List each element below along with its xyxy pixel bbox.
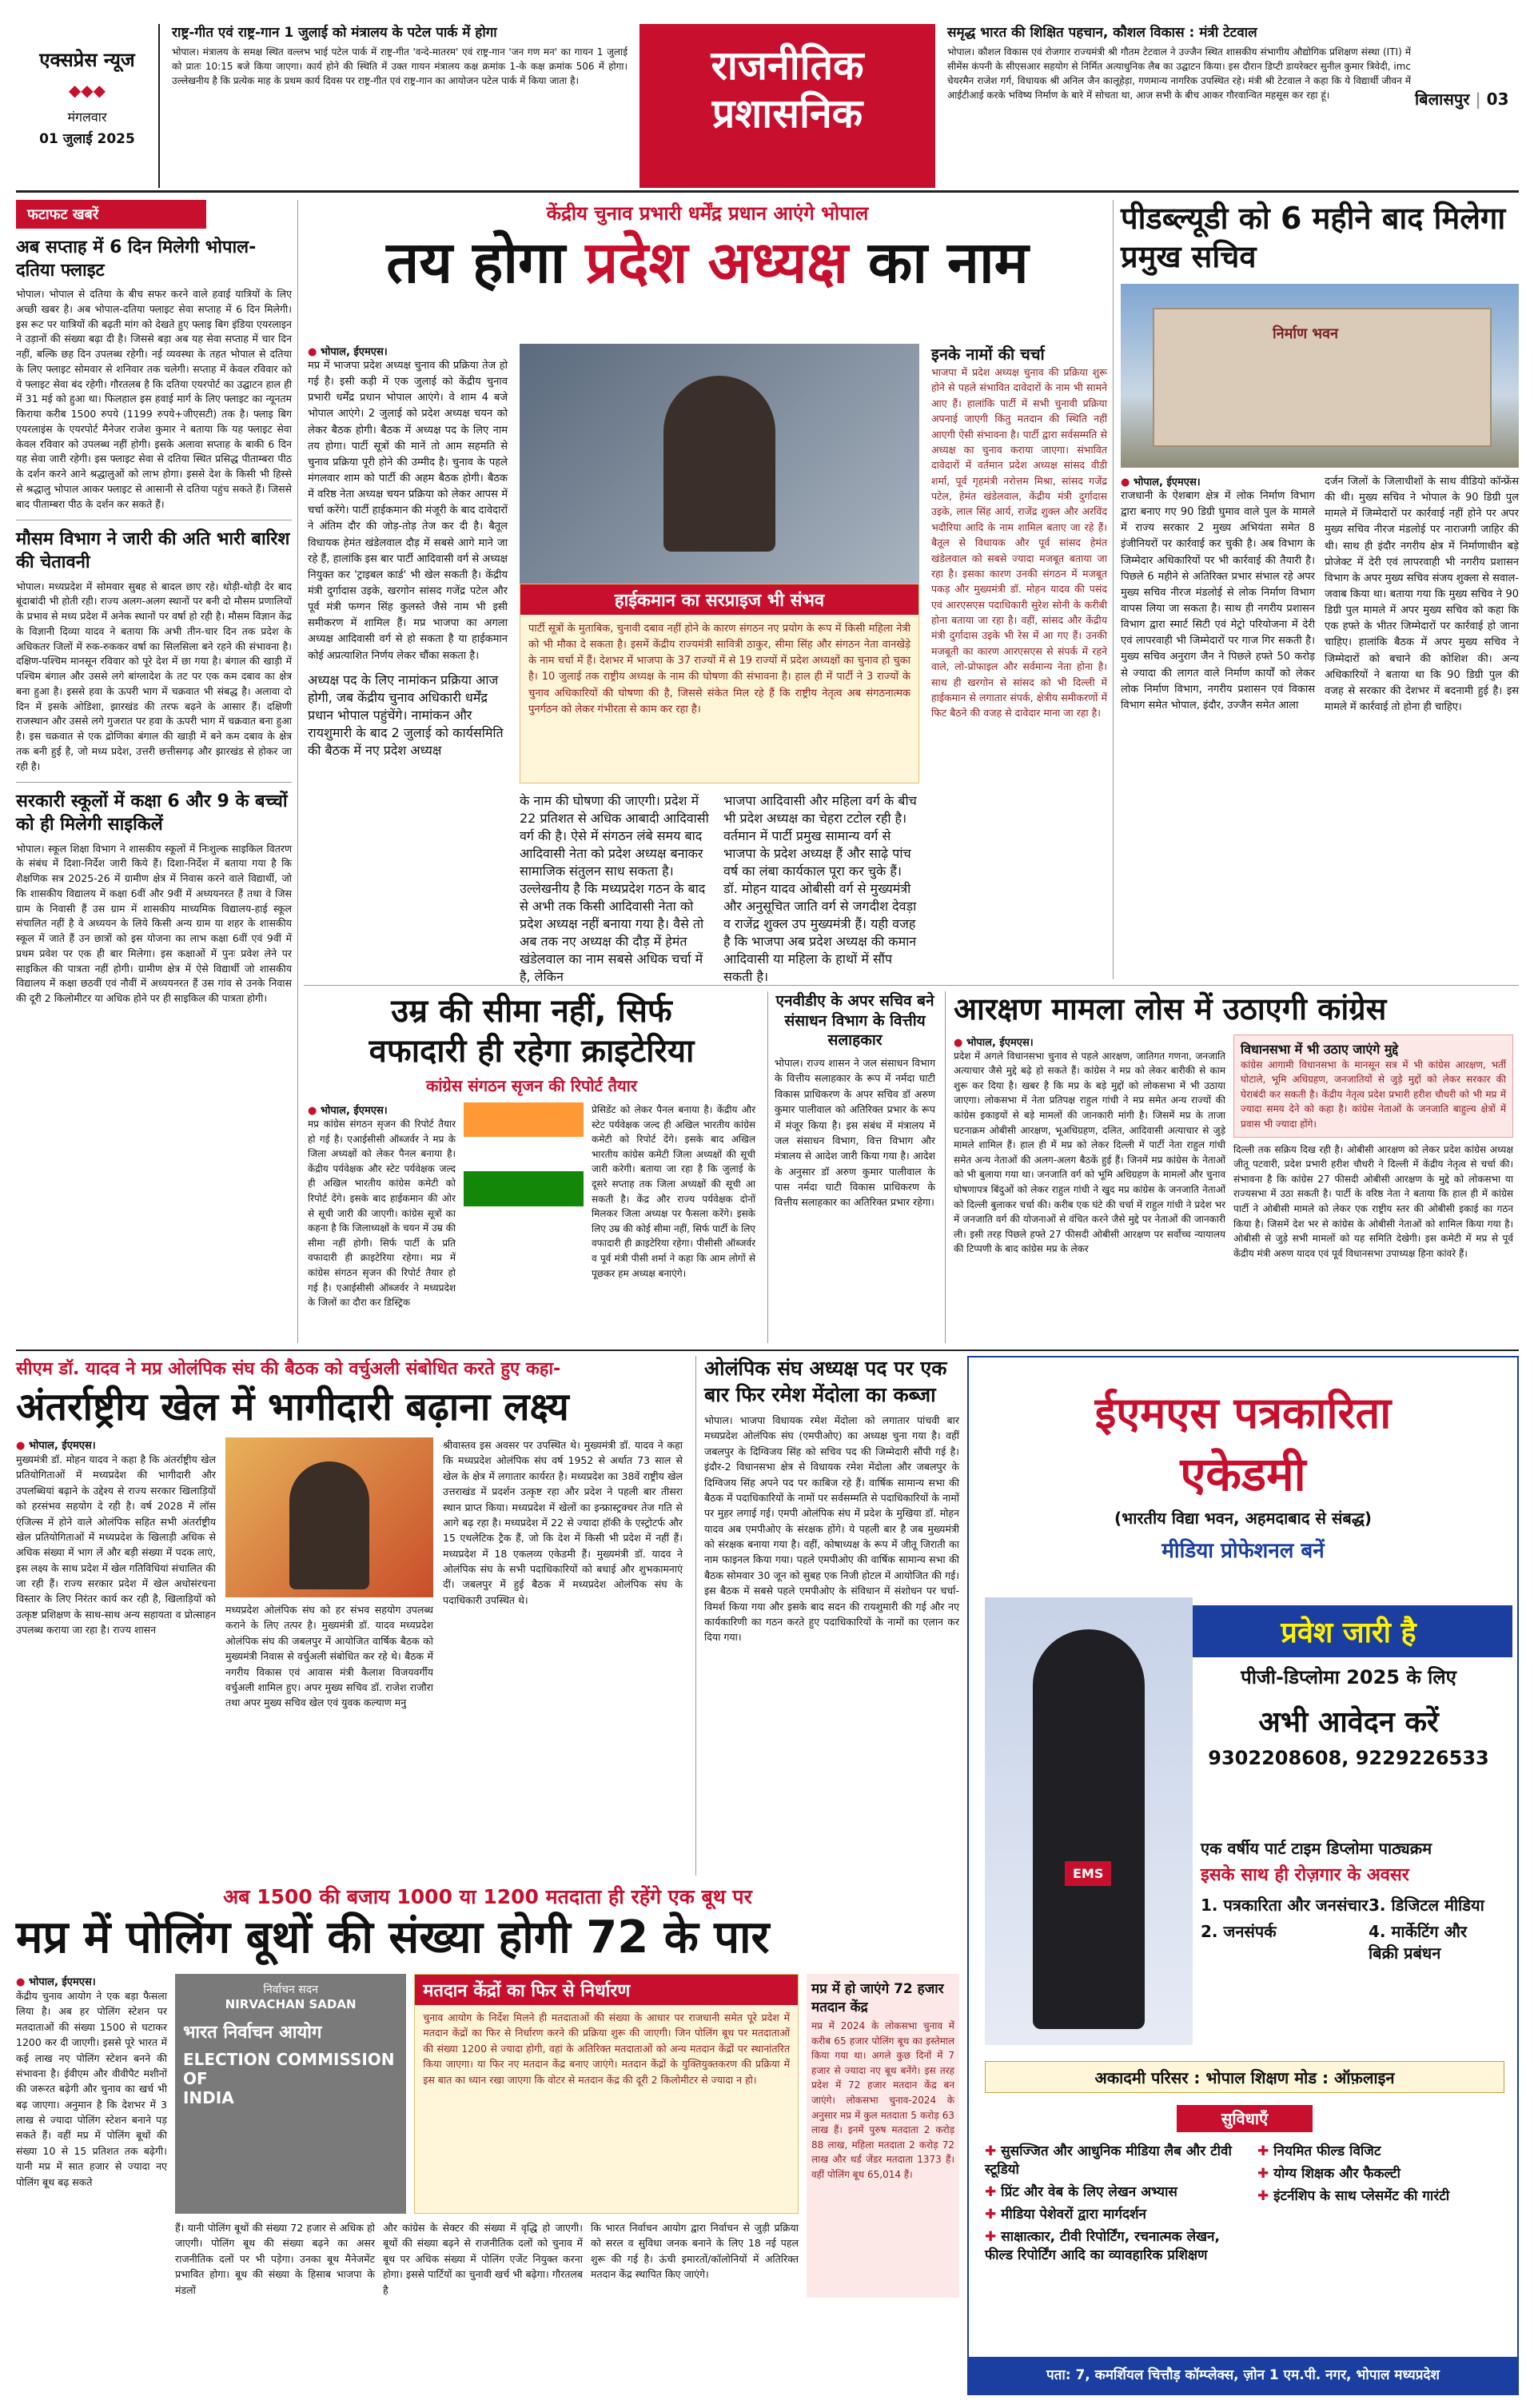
congress-headline-line1: उम्र की सीमा नहीं, सिर्फ	[391, 993, 672, 1030]
congress-story	[308, 991, 755, 1343]
brand-name: एक्सप्रेस न्यूज	[39, 49, 135, 71]
lead-col1-text: मप्र में भाजपा प्रदेश अध्यक्ष चुनाव की प्रक्रिया तेज हो गई है। इसी कड़ी में एक जुलाई को केंद्रीय चुनाव प्रभारी धर्मेंद्र प्रधान भोपाल आएंगे। वे शाम 4 बजे भोपाल आएंगे। 2 जुलाई को प्रदेश अध्यक्ष चयन को लेकर बैठक होगी। बैठक में अध्यक्ष पद के लिए नाम तय होगा। पार्टी सूत्रों की मानें तो आम सहमति से चुनाव प्रक्रिया पूरी होने की उम्मीद है। चुनाव के पहले मंगलवार शाम को पार्टी की अहम बैठक होगी। बैठक में वरिष्ठ नेता अध्यक्ष चयन प्रक्रिया को लेकर आपस में चर्चा करेंगे। पार्टी हाईकमान की मंजूरी के बाद दावेदारों ने अंतिम दौर की जोड़-तोड़ तेज कर दी है। बैतूल विधायक हेमंत खंडेलवाल दौड़ में सबसे आगे माने जा रहे हैं, हालांकि इस बार पार्टी आदिवासी वर्ग से अध्यक्ष नियुक्त कर 'ट्राइबल कार्ड' भी खेल सकती है। केंद्रीय मंत्री दुर्गादास उइके, खरगोन सांसद गजेंद्र पटेल और पूर्व मंत्री फग्गन सिंह कुलस्ते जैसे नाम भी इसी समीकरण में शामिल हैं। मप्र भाजपा का अगला अध्यक्ष आदिवासी वर्ग से हो सकता है या हाईकमान कोई अप्रत्याशित निर्णय लेकर चौंका सकता है।	[308, 360, 508, 662]
reservation-dateline: ● भोपाल, ईएमएस।	[954, 1035, 1225, 1049]
section-banner	[639, 24, 935, 188]
eci-building-photo	[175, 1974, 406, 2214]
lead-side-headline: इनके नामों की चर्चा	[931, 345, 1045, 364]
ad-tagline: मीडिया प्रोफेशनल बनें	[1161, 1539, 1325, 1563]
ad-apply-now: अभी आवेदन करें	[1258, 1706, 1439, 1739]
lead-col3: के नाम की घोषणा की जाएगी। प्रदेश में 22 प्रतिशत से अधिक आबादी आदिवासी वर्ग की है। ऐसे में संगठन लंबे समय बाद आदिवासी नेता को प्रदेश अध्यक्ष बनाकर सामाजिक संतुलन साध सकता है। उल्लेखनीय है कि मध्यप्रदेश गठन के बाद से अभी तक किसी आदिवासी नेता को प्रदेश अध्यक्ष नहीं बनाया गया है। वैसे तो अब तक नए अध्यक्ष की दौड़ में हेमंत खंडेलवाल का नाम सबसे अधिक चर्चा में है, लेकिन	[520, 793, 709, 984]
top-left-headline: राष्ट्र-गीत एवं राष्ट्र-गान 1 जुलाई को मंत्रालय के पटेल पार्क में होगा	[172, 25, 497, 41]
lead-side-box	[931, 344, 1107, 975]
facility-6: ✚ योग्य शिक्षक और फैकल्टी	[1257, 2163, 1504, 2182]
ad-affiliation: (भारतीय विद्या भवन, अहमदाबाद से संबद्ध)	[1114, 1509, 1372, 1528]
brand-box	[16, 24, 160, 188]
ad-campus-bar: अकादमी परिसर : भोपाल शिक्षण मोड : ऑफ़लाइन	[985, 2061, 1504, 2093]
pwd-headline: पीडब्ल्यूडी को 6 महीने बाद मिलेगा प्रमुख सचिव	[1121, 201, 1506, 274]
lead-headline-part1: तय होगा	[386, 229, 566, 296]
eci-sign-1: निर्वाचन सदन	[263, 1983, 318, 1996]
ad-subject-1: 1. पत्रकारिता और जनसंचार	[1201, 1896, 1369, 1915]
olympic-headline: ओलंपिक संघ अध्यक्ष पद पर एक बार फिर रमेश मेंदोला का कब्जा	[704, 1357, 947, 1406]
booth-box	[414, 1974, 799, 2214]
ad-facilities-label: सुविधाएँ	[1177, 2105, 1313, 2132]
eci-sign-2: NIRVACHAN SADAN	[225, 1997, 357, 2011]
ad-diploma	[1201, 1837, 1512, 2045]
lead-headline	[308, 229, 1107, 296]
sports-kicker: सीएम डॉ. यादव ने मप्र ओलंपिक संघ की बैठक को वर्चुअली संबोधित करते हुए कहा-	[16, 1359, 561, 1379]
facility-1: ✚ सुसज्जित और आधुनिक मीडिया लैब और टीवी स्टूडियो	[985, 2141, 1248, 2178]
fatafat-story1-headline: अब सप्ताह में 6 दिन मिलेगी भोपाल-दतिया फ्लाइट	[16, 237, 257, 281]
top-right-headline: समृद्ध भारत की शिक्षित पहचान, कौशल विकास : मंत्री टेटवाल	[947, 25, 1257, 41]
ad-title-line1: ईएमएस पत्रकारिता	[1094, 1388, 1392, 1438]
booth-col4: कि भारत निर्वाचन आयोग द्वारा निर्वाचन से जुड़ी प्रक्रिया को सरल व सुविधा जनक बनाने के लिए 18 नई पहल शुरू की गई है। ऊंची इमारतों/कॉलोनियों में अतिरिक्त मतदान केंद्र स्थापित किए जाएंगे।	[590, 2222, 799, 2281]
page-folio: बिलासपुर | 03	[1415, 90, 1509, 109]
pwd-dateline: ● भोपाल, ईएमएस।	[1121, 474, 1315, 488]
ad-admission-panel	[1185, 1605, 1512, 1821]
reservation-headline: आरक्षण मामला लोस में उठाएगी कांग्रेस	[954, 991, 1387, 1027]
ad-model-figure-icon	[1033, 1629, 1145, 2029]
fatafat-story1-body: भोपाल। भोपाल से दतिया के बीच सफर करने वाले हवाई यात्रियों के लिए अच्छी खबर है। अब भोपाल-दतिया फ्लाइट सेवा सप्ताह में 6 दिन मिलेगी। इस रूट पर यात्रियों की बढ़ती मांग को देखते हुए फ्लाइ बिग इंडिया एयरलाइन ने उड़ानों की संख्या बढ़ा दी है। जिससे बड़ा अब यह सेवा सप्ताह में चार दिन नहीं, बल्कि छह दिन उपलब्ध रहेगी। नई व्यवस्था के तहत भोपाल से दतिया के लिए फ्लाइट सोमवार से शनिवार तक चलेगी। सप्ताह में केवल रविवार को ये फ्लाइट सेवा बंद रहेगी। गौरतलब है कि दतिया एयरपोर्ट का उद्घाटन हाल ही में 31 मई को हुआ था। फिलहाल इस हवाई मार्ग के लिए फ्लाइट का न्यूनतम किराया करीब 1500 रुपये (1199 रुपये+जीएसटी) तक है। फ्लाइ बिग एयरलाइंस के एयरपोर्ट मैनेजर राजेश कुमार ने बताया कि यह फ्लाइट सेवा केवल रविवार को उपलब्ध नहीं होगी। इसके अलावा सप्ताह के बाकी 6 दिन यह सेवा जारी रहेगी। इस फ्लाइट सेवा से दतिया स्थित प्रसिद्ध पीताम्बरा पीठ के दर्शन करने आने श्रद्धालुओं को लाभ होगा। इससे देश के किसी भी हिस्से से श्रद्धालु भोपाल आकर फ्लाइट से आसानी से दतिया पहुंच सकते हैं। जिससे बाद पीताम्बरा पीठ के दर्शन कर सकते हैं।	[16, 288, 292, 510]
reservation-story	[945, 991, 1519, 1343]
ad-title-line2: एकेडमी	[1180, 1447, 1306, 1501]
booth-kicker: अब 1500 की बजाय 1000 या 1200 मतदाता ही रहेंगे एक बूथ पर	[223, 1885, 752, 1908]
booth-box-body: चुनाव आयोग के निर्देश मिलने ही मतदाताओं की संख्या के आधार पर राजधानी समेत पूरे प्रदेश में मतदान केंद्रों का फिर से निर्धारण करने की प्रक्रिया शुरू की जाएगी। जिन पोलिंग बूथ पर मतदाताओं की संख्या 1200 से ज्यादा होगी, वहां के अतिरिक्त मतदाताओं को अन्य मतदान केंद्रों पर स्थानांतरित किया जाएगा। या फिर नए मतदान केंद्र बनाए जाएंगे। मतदान केंद्रों के युक्तियुक्तकरण की प्रक्रिया में इस बात का ध्यान रखा जाएगा कि वोटर से मतदान केंद्र की दूरी 2 किलोमीटर से ज्यादा न हो।	[423, 2011, 790, 2086]
facility-7: ✚ इंटर्नशिप के साथ प्लेसमेंट की गारंटी	[1257, 2186, 1504, 2204]
fatafat-column	[16, 200, 292, 1343]
booth-headline: मप्र में पोलिंग बूथों की संख्या होगी 72 के पार	[16, 1912, 770, 1963]
cm-yadav-photo	[225, 1437, 433, 1597]
reservation-box-body: कांग्रेस आगामी विधानसभा के मानसून सत्र में भी कांग्रेस आरक्षण, भर्ती घोटाले, भूमि अधिग्रहण, जनजातियों से जुड़े मुद्दों को लेकर सरकार की घेराबंदी कर सकती है। केंद्रीय नेतृत्व प्रदेश प्रभारी हरीश चौधरी को भी मप्र में ज्यादा समय देने को कहा है। कांग्रेस नेताओं के जनजाति बाहुल्य क्षेत्रों में प्रवास भी ज्यादा होंगे।	[1241, 1058, 1506, 1130]
congress-subhead: कांग्रेस संगठन सृजन की रिपोर्ट तैयार	[426, 1076, 637, 1095]
ad-subject-5: बिक्री प्रबंधन	[1369, 1944, 1441, 1963]
lead-headline-part2: प्रदेश अध्यक्ष	[585, 229, 848, 296]
congress-dateline: ● भोपाल, ईएमएस।	[308, 1102, 456, 1117]
booth-dateline: ● भोपाल, ईएमएस।	[16, 1974, 167, 1988]
congress-col1: मप्र कांग्रेस संगठन सृजन की रिपोर्ट तैयार हो गई है। एआईसीसी ऑब्जर्वर ने मप्र के जिला अध्यक्षों को लेकर पैनल बनाया है। केंद्रीय पर्यवेक्षक और स्टेट पर्यवेक्षक जल्द ही अखिल भारतीय कांग्रेस कमेटी को रिपोर्ट देंगे। इसके बाद हाईकमान की ओर से सूची जारी की जाएगी। कांग्रेस सूत्रों का कहना है कि जिलाध्यक्षों के चयन में उम्र की सीमा नहीं होगी। सिर्फ पार्टी के प्रति वफादारी ही क्राइटेरिया रहेगा। मप्र में कांग्रेस संगठन सृजन की रिपोर्ट तैयार हो गई है। एआईसीसी ऑब्जर्वर ने मध्यप्रदेश के जिलों का दौरा कर डिस्ट्रिक	[308, 1118, 456, 1309]
eci-sign-6: INDIA	[182, 2088, 234, 2107]
dharmendra-pradhan-photo-icon	[663, 376, 775, 552]
nvda-body: भोपाल। राज्य शासन ने जल संसाधन विभाग के वित्तीय सलाहकार के रूप में नर्मदा घाटी विकास प्राधिकरण के अपर सचिव डॉ अरुण कुमार पालीवाल को अतिरिक्त प्रभार के रूप में मंजूर किया है। इस संबंध में मंत्रालय में जल संसाधन विभाग, वित्त विभाग और मंत्रालय से आदेश जारी किया गया है। आदेश के अनुसार डॉ अरुण कुमार पालीवाल के पास नर्मदा घाटी विकास प्राधिकरण के वित्तीय सलाहकार का अतिरिक्त प्रभार रहेगा।	[775, 1057, 935, 1209]
pwd-col1: राजधानी के ऐशबाग क्षेत्र में लोक निर्माण विभाग द्वारा बनाए गए 90 डिग्री घुमाव वाले पुल के मामले में राज्य सरकार 2 मुख्य अभियंता समेत 8 इंजीनियरों पर कार्रवाई कर चुकी है। अब विभाग के जिम्मेदार अधिकारियों पर भी कार्रवाई की तैयारी है। पिछले 6 महीने से अतिरिक्त प्रभार संभाल रहे अपर मुख्य सचिव नीरज मंडलोई से लोक निर्माण विभाग वापस लिया जा सकता है। साथ ही नगरीय प्रशासन विभाग द्वारा स्मार्ट सिटी एवं मेट्रो परियोजना में देरी एवं लापरवाही भी जिम्मेदारों पर गाज गिर सकती है। मुख्य सचिव अनुराग जैन ने पिछले हफ्ते 50 करोड़ से ज्यादा की लागत वाले निर्माण कार्यों को लेकर लोक निर्माण विभाग, नगरीय प्रशासन एवं विकास विभाग समेत भोपाल, इंदौर, उज्जैन समेत आला	[1121, 490, 1315, 712]
lead-caption-box	[520, 584, 919, 783]
reservation-box	[1233, 1035, 1513, 1138]
brand-mark-icon: ◆◆◆	[68, 81, 106, 100]
olympic-story	[695, 1356, 959, 1876]
lead-col2-text: अध्यक्ष पद के लिए नामांकन प्रक्रिया आज होगी, जब केंद्रीय चुनाव अधिकारी धर्मेंद्र प्रधान भोपाल पहुंचेंगे। नामांकन और रायशुमारी के बाद 2 जुलाई को कार्यसमिति की बैठक में नए प्रदेश अध्यक्ष	[308, 672, 504, 758]
fatafat-story3-headline: सरकारी स्कूलों में कक्षा 6 और 9 के बच्चों को ही मिलेगी साइकिलें	[16, 791, 288, 835]
issue-date: 01 जुलाई 2025	[39, 131, 135, 147]
booth-box-headline: मतदान केंद्रों का फिर से निर्धारण	[415, 1975, 798, 2005]
eci-sign-3: भारत निर्वाचन आयोग	[182, 2023, 322, 2043]
nvda-story	[767, 991, 935, 1343]
booth-col2: हैं। यानी पोलिंग बूथों की संख्या 72 हजार से अधिक हो जाएगी। पोलिंग बूथ की संख्या बढ़ने का असर राजनीतिक दलों पर भी पड़ेगा। उनका बूथ मैनेजमेंट प्रभावित होगा। बूथ की संख्या के हिसाब भाजपा के मंडलों	[174, 2222, 375, 2296]
sports-col2: मध्यप्रदेश ओलंपिक संघ को हर संभव सहयोग उपलब्ध कराने के लिए तत्पर है। मुख्यमंत्री डॉ. यादव मध्यप्रदेश ओलंपिक संघ की जबलपुर में आयोजित वार्षिक बैठक को मुख्यमंत्री निवास से वर्चुअली संबोधित कर रहे थे। बैठक में नगरीय विकास एवं आवास मंत्री कैलाश विजयवर्गीय वर्चुअली शामिल हुए। अपर मुख्य सचिव डॉ. राजेश राजौरा तथा अपर मुख्य सचिव खेल एवं युवक कल्याण मनु	[225, 1604, 433, 1709]
ad-course: पीजी-डिप्लोमा 2025 के लिए	[1241, 1666, 1456, 1688]
ad-subject-3: 3. डिजिटल मीडिया	[1369, 1896, 1484, 1915]
eci-sign-5: OF	[182, 2069, 208, 2088]
reservation-box-headline: विधानसभा में भी उठाए जाएंगे मुद्दे	[1241, 1041, 1399, 1057]
reservation-col1: प्रदेश में अगले विधानसभा चुनाव से पहले आरक्षण, जातिगत गणना, जनजाति अत्याचार जैसे मुद्दे बढ़े हो सकते हैं। कांग्रेस ने मप्र को लेकर बारीकी से काम शुरू कर दिया है। खबर है कि मप्र के बड़े मुद्दों को लोकसभा में भी उठाया जाएगा। लोकसभा में नेता प्रतिपक्ष राहुल गांधी ने मप्र समेत अन्य राज्यों की कांग्रेस इकाइयों से बड़े मामलों की जानकारी मांगी है। जिसमें मप्र के ताजा घटनाक्रम ओबीसी आरक्षण, भूअधिग्रहण, दलित, आदिवासी अत्याचार से जुड़े मामले शामिल हैं। हाल ही में मप्र को लेकर दिल्ली में पार्टी नेता राहुल गांधी समेत अन्य नेताओं की अलग-अलग बैठकें हुई हैं। जिनमें मप्र कांग्रेस के नेताओं को भी बुलाया गया था। जनजाति वर्ग को भूमि अधिग्रहण के मामलों और चुनाव घोषणापत्र बिंदुओं को लेकर राहुल गांधी ने खुद मप्र कांग्रेस के जनजाति नेताओं को दिल्ली बुलाकर चर्चा की। करीब एक घंटे की चर्चा में राहुल गांधी ने प्रदेश भर में जनजाति वर्ग की योजनाओं से वंचित करने जैसे मुद्दे पर नेताओं की जानकारी ली। इसी तरह पिछले हफ्ते 27 फीसदी ओबीसी आरक्षण पर सर्वोच्च न्यायालय की टिप्पणी के बाद कांग्रेस मप्र के लेकर	[954, 1050, 1225, 1255]
congress-col2: प्रेसिडेंट को लेकर पैनल बनाया है। केंद्रीय और स्टेट पर्यवेक्षक जल्द ही अखिल भारतीय कांग्रेस कमेटी को रिपोर्ट देंगे। इसके बाद अखिल भारतीय कांग्रेस कमेटी जिला अध्यक्षों की सूची जारी करेगी। बताया जा रहा है कि जुलाई के दूसरे सप्ताह तक जिला अध्यक्षों की सूची आ सकती है। केंद्र और राज्य पर्यवेक्षक दोनों मिलकर जिला अध्यक्ष पर फैसला करेंगे। इसके लिए उम्र की कोई सीमा नहीं, सिर्फ पार्टी के लिए वफादारी ही क्राइटेरिया रहेगा। पीसीसी ऑब्जर्वर व पूर्व मंत्री पीसी शर्मा ने कहा कि आम लोगों से पूछकर हम अध्यक्ष बनाएंगे।	[592, 1104, 755, 1279]
ad-diploma-line2: इसके साथ ही रोज़गार के अवसर	[1201, 1865, 1409, 1885]
sports-col1: मुख्यमंत्री डॉ. मोहन यादव ने कहा है कि अंतर्राष्ट्रीय खेल प्रतियोगिताओं में मध्यप्रदेश की भागीदारी और उपलब्धियां बढ़ाने के उद्देश्य से राज्य सरकार खिलाड़ियों को हरसंभव सहयोग दे रही है। वर्ष 2028 में लॉस एंजिल्स में होने वाले ओलंपिक सहित सभी अंतर्राष्ट्रीय खेल प्रतियोगिताओं में मध्यप्रदेश के खिलाड़ी अधिक से अधिक संख्या में भाग लें और बड़ी संख्या में पदक लाएं, इस लक्ष्य के साथ प्रदेश में खेल गतिविधियां संचालित की जा रही हैं। राज्य सरकार प्रदेश में खेल अधोसंरचना विस्तार के लिए निरंतर कार्य कर रही है, खिलाड़ियों को उत्कृष्ट प्रशिक्षण के साथ-साथ अन्य सहायता व प्रोत्साहन उपलब्ध कराया जा रहा है। राज्य शासन	[16, 1453, 216, 1637]
pwd-photo	[1121, 284, 1519, 468]
cm-portrait-icon	[289, 1461, 369, 1589]
masthead-rule	[16, 190, 1519, 193]
section-banner-line1: राजनीतिक	[711, 42, 864, 89]
booth-story	[16, 1883, 959, 2394]
lead-caption-headline: हाईकमान का सरप्राइज भी संभव	[520, 584, 918, 615]
booth-side-body: मप्र में 2024 के लोकसभा चुनाव में करीब 65 हजार पोलिंग बूथ का इस्तेमाल किया गया था। अगले कुछ दिनों में 7 हजार से ज्यादा नए बूथ बनेंगे। इस तरह प्रदेश में 72 हजार मतदान केंद्र बन जाएंगे। लोकसभा चुनाव-2024 के अनुसार मप्र में कुल मतदाता 5 करोड़ 63 लाख हैं। इनमें पुरुष मतदाता 2 करोड़ 88 लाख, महिला मतदाता 2 करोड़ 72 लाख और थर्ड जेंडर मतदाता 1373 हैं। वहीं पोलिंग बूथ 65,014 हैं।	[811, 2020, 954, 2180]
lead-kicker: केंद्रीय चुनाव प्रभारी धर्मेंद्र प्रधान आएंगे भोपाल	[546, 202, 869, 225]
olympic-body: भोपाल। भाजपा विधायक रमेश मेंदोला को लगातार पांचवी बार मध्यप्रदेश ओलंपिक संघ (एमपीओए) का अध्यक्ष चुना गया है। वहीं जबलपुर के दिग्विजय सिंह को सचिव पद की जिम्मेदारी सौंपी गई है। इंदौर-2 विधानसभा क्षेत्र से विधायक रमेश मेंदोला और जबलपुर के दिग्विजय सिंह अपने पद पर काबिज रहे हैं। वार्षिक सामान्य सभा की बैठक में पदाधिकारियों के नामों पर सर्वसम्मति से पदाधिकारियों के नामों पर मुहर लगाई गई। एमपी ओलंपिक संघ में प्रदेश के मुखिया डॉ. मोहन यादव अब एमपीओए के संरक्षक होंगे। ये पहली बार है जब मुख्यमंत्री को संरक्षक बनाया गया है। वहीं, कोषाध्यक्ष के रूप में जीतू जिराती का नाम फाइनल किया गया। पहले एमपीओए की वार्षिक सामान्य सभा की बैठक सोमवार 30 जून को सुबह एक निजी होटल में आयोजित की गई। इस बैठक में सबसे पहले एमपीओए के संविधान में संशोधन पर चर्चा-विमर्श किया गया और इसके बाद सदन की रायशुमारी की गई और नए कार्यकारिणी का गठन करते हुए पदाधिकारियों के नामों का एलान कर दिया गया।	[704, 1414, 959, 1644]
top-left-body: भोपाल। मंत्रालय के समक्ष स्थित वल्लभ भाई पटेल पार्क में राष्ट्र-गीत 'वन्दे-मातरम' एवं राष्ट्र-गान 'जन गण मन' का गायन 1 जुलाई को प्रातः 10:15 बजे किया जाएगा। कार्य होने की स्थिति में उक्त गायन मंत्रालय कक्ष क्रमांक 1-के कक्ष क्रमांक 506 में होगा। उल्लेखनीय है कि प्रत्येक माह के प्रथम कार्य दिवस पर राष्ट्र-गीत एवं राष्ट्र-गान का आयोजन पटेल पार्क में किया जाता है।	[172, 46, 628, 87]
top-right-body: भोपाल। कौशल विकास एवं रोजगार राज्यमंत्री श्री गौतम टेटवाल ने उज्जैन स्थित शासकीय संभागीय औद्योगिक प्रशिक्षण संस्था (ITI) में सीमेंस कंपनी के सीएसआर सहयोग से निर्मित अत्याधुनिक लैब का उद्घाटन किया। इस दौरान डिप्टी डायरेक्टर सुनील कुमार त्रिवेदी, imc चेयरमैन राजेश गर्ग, विधायक श्री अनिल जैन कालूहेड़ा, गणमान्य नागरिक उपस्थित रहे। मंत्री श्री टेटवाल ने कहा कि ये विद्यार्थी जीवन में आईटीआई करके भविष्य निर्माण के बारे में सोचता था, आज सभी के बीच आकर गौरवान्वित महसूस कर रहा हूं।	[947, 46, 1411, 102]
ad-model-photo	[985, 1597, 1193, 2045]
pwd-building-sign: निर्माण भवन	[1273, 325, 1339, 342]
top-right-story	[947, 24, 1411, 188]
ems-mic-logo: EMS	[1065, 1861, 1111, 1886]
facility-3: ✚ मीडिया पेशेवरों द्वारा मार्गदर्शन	[985, 2204, 1248, 2223]
lead-side-body: भाजपा में प्रदेश अध्यक्ष चुनाव की प्रक्रिया शुरू होने से पहले संभावित दावेदारों के नाम भी सामने आए हैं। हालांकि पार्टी में सभी चुनावी प्रक्रिया अपनाई जाएगी किंतु मतदान की स्थिति नहीं आएगी ऐसी संभावना है। पार्टी द्वारा सर्वसम्मति से अध्यक्ष का चुनाव कराया जाएगा। संभावित दावेदारों में वर्तमान प्रदेश अध्यक्ष सांसद वीडी शर्मा, पूर्व गृहमंत्री नरोत्तम मिश्रा, सांसद गजेंद्र पटेल, हेमंत खंडेलवाल, केंद्रीय मंत्री दुर्गादास उइके, लाल सिंह आर्य, राजेंद्र शुक्ल और अरविंद भदौरिया आदि के नाम शामिल बताए जा रहे हैं। बैतूल से विधायक और पूर्व सांसद हेमंत खंडेलवाल को सबसे ज्यादा मजबूत बताया जा रहा है। इसका कारण उनकी संगठन में मजबूत पकड़ और मुख्यमंत्री डॉ. मोहन यादव की पसंद एवं आरएसएस पदाधिकारी सुरेश सोनी के करीबी होना बताया जा रहा है। वहीं, सांसद और केंद्रीय मंत्री दुर्गादास उइके भी रेस में आ गए हैं। उनकी मजबूती का कारण आरएसएस से संपर्क में रहने वाले, लो-प्रोफाइल और सर्वमान्य नेता होना है। साथ ही खरगोन से सांसद को भी दिल्ली में हाईकमान से लगातार संपर्क, क्षेत्रीय समीकरणों में फिट बैठने की वजह से दावेदार माना जा रहा है।	[931, 366, 1107, 720]
ems-academy-ad	[967, 1356, 1519, 2395]
fatafat-label: फटाफट खबरें	[16, 200, 206, 229]
pwd-col2: दर्जन जिलों के जिलाधीशों के साथ वीडियो कॉन्फ्रेंस की थी। मुख्य सचिव ने भोपाल के 90 डिग्री पुल मामले में जिम्मेदारों पर कार्रवाई नहीं होने पर अपर मुख्य सचिव नीरज मंडलोई पर नाराजगी जाहिर की थी। साथ ही इंदौर नगरीय क्षेत्र में निर्माणाधीन बड़े प्रोजेक्ट में देरी एवं लापरवाही भी नगरीय प्रशासन विभाग के अपर मुख्य सचिव संजय शुक्ला से सवाल-जवाब किया था। बताया गया कि मुख्य सचिव ने 90 डिग्री पुल मामले में अपर मुख्य सचिव को कहा कि एक हफ्ते के भीतर जिम्मेदारों पर कार्रवाई हो जाना चाहिए। हालांकि बैठक में अपर मुख्य सचिव ने जिम्मेदारों को बचाने की कोशिश की। अन्य अधिकारियों ने बताया था कि 90 डिग्री पुल की वजह से सरकार की देशभर में बदनामी हुई है। इस मामले में कार्रवाई तो होना ही चाहिए।	[1325, 476, 1519, 713]
lead-dateline: ● भोपाल, ईएमएस।	[308, 344, 508, 358]
facility-4: ✚ साक्षात्कार, टीवी रिपोर्टिंग, रचनात्मक लेखन, फील्ड रिपोर्टिंग आदि का व्यावहारिक प्रशिक्षण	[985, 2227, 1248, 2263]
fatafat-story2-body: भोपाल। मध्यप्रदेश में सोमवार सुबह से बादल छाए रहे। थोड़ी-थोड़ी देर बाद बूंदाबांदी भी होती रही। राज्य अलग-अलग स्थानों पर बनी दो मौसम प्रणालियों के प्रभाव से मध्य प्रदेश में अनेक स्थानों पर वर्षा हो रही है। मौसम विज्ञान केंद्र के विज्ञानी दिव्या यादव ने बताया कि अभी तीन-चार दिन तक प्रदेश के अधिकतर जिलों में रुक-रुककर वर्षा का सिलसिला बने रहने की संभावना है। दक्षिण-पश्चिम मानसून रविवार को पूरे देश में छा गया है। बंगाल की खाड़ी में पश्चिम बंगाल और उससे लगे बांग्लादेश के तट पर एक कम दबाव का क्षेत्र बना हुआ है। इससे हवा के ऊपरी भाग में चक्रवात भी संबद्ध है। अलावा दो दिन में इसके ओडिशा, झारखंड की तरफ बढ़ने के आसार हैं। दक्षिणी राजस्थान और उससे लगे गुजरात पर हवा के ऊपरी भाग में चक्रवात बना हुआ है। इस चक्रवात से एक द्रोणिका बंगाल की खाड़ी में बने कम दबाव के क्षेत्र तक बनी हुई है, जो मध्य प्रदेश, उत्तरी छत्तीसगढ़ और झारखंड से होकर जा रही है।	[16, 580, 292, 772]
facility-2: ✚ प्रिंट और वेब के लिए लेखन अभ्यास	[985, 2182, 1248, 2200]
pwd-story	[1121, 200, 1519, 979]
sports-col3: श्रीवास्तव इस अवसर पर उपस्थित थे। मुख्यमंत्री डॉ. यादव ने कहा कि मध्यप्रदेश ओलंपिक संघ वर्ष 1952 से अर्थात 73 साल से खेल के क्षेत्र में लगातार कार्यरत है। मध्यप्रदेश का 38वें राष्ट्रीय खेल उत्तराखंड में प्रदर्शन उत्कृष्ट रहा और प्रदेश ने पहली बार तीसरा स्थान प्राप्त किया। मध्यप्रदेश में खेलों का इन्फ्रास्ट्रक्चर तेज गति से आगे बढ़ रहा है। मध्यप्रदेश में 22 से ज्यादा हॉकी के एस्ट्रोटर्फ और 15 एथलेटिक ट्रैक हैं, जो कि देश में किसी भी प्रदेश में नहीं हैं। मध्यप्रदेश में 18 एकलव्य एकेडमी हैं। मुख्यमंत्री डॉ. यादव ने ओलंपिक संघ के सभी पदाधिकारियों को बधाई और शुभकामनाएं दीं। जबलपुर में हुई बैठक में मध्यप्रदेश ओलंपिक संघ के पदाधिकारी उपस्थित थे।	[443, 1439, 683, 1606]
lead-story	[308, 200, 1107, 984]
ad-diploma-line1: एक वर्षीय पार्ट टाइम डिप्लोमा पाठ्यक्रम	[1201, 1839, 1432, 1858]
lead-photo	[520, 344, 919, 584]
lead-col1	[308, 344, 508, 975]
eci-sign-4: ELECTION COMMISSION	[182, 2050, 395, 2069]
facility-5: ✚ नियमित फील्ड विजिट	[1257, 2141, 1504, 2159]
booth-side-box	[807, 1974, 959, 2298]
ad-admission-open: प्रवेश जारी है	[1185, 1605, 1512, 1657]
sports-story	[16, 1356, 687, 1876]
ad-facilities	[985, 2141, 1504, 2341]
ad-subject-2: 2. जनसंपर्क	[1201, 1922, 1277, 1941]
folio-city: बिलासपुर	[1415, 90, 1470, 109]
ad-address-bar: पता: 7, कमर्शियल चित्तौड़ कॉम्प्लेक्स, ज़ोन 1 एम.पी. नगर, भोपाल मध्यप्रदेश	[969, 2357, 1517, 2394]
issue-day: मंगलवार	[67, 110, 107, 125]
booth-col1: केंद्रीय चुनाव आयोग ने एक बड़ा फैसला लिया है। अब हर पोलिंग स्टेशन पर मतदाताओं की संख्या 1500 से घटाकर 1200 कर दी जाएगी। इससे पूरे भारत में कई लाख नए पोलिंग स्टेशन बनने की संभावना है। ईवीएम और वीवीपैट मशीनों की जरूरत बढ़ेगी और चुनाव का खर्च भी बढ़ जाएगा। अनुमान है कि देशभर में 3 लाख से ज्यादा पोलिंग स्टेशन बनाने पड़ सकते हैं। वहीं मप्र में पोलिंग बूथों की संख्या 10 से 15 प्रतिशत तक बढ़ेगी। यानी मप्र में सात हजार से ज्यादा नए पोलिंग बूथ बढ़ सकते	[16, 1990, 167, 2188]
fatafat-story2-headline: मौसम विभाग ने जारी की अति भारी बारिश की चेतावनी	[16, 529, 290, 573]
nvda-headline: एनवीडीए के अपर सचिव बने संसाधन विभाग के वित्तीय सलाहकार	[775, 992, 934, 1050]
ad-phone: 9302208608, 9229226533	[1208, 1747, 1489, 1769]
congress-headline-line2: वफादारी ही रहेगा क्राइटेरिया	[369, 1033, 695, 1070]
congress-flag-photo	[464, 1102, 584, 1206]
lead-headline-part3: का नाम	[868, 229, 1029, 296]
lead-col4: भाजपा आदिवासी और महिला वर्ग के बीच भी प्रदेश अध्यक्ष का चेहरा टटोल रही है। वर्तमान में पार्टी प्रमुख सामान्य वर्ग से भाजपा के प्रदेश अध्यक्ष हैं और साढ़े पांच वर्ष का लंबा कार्यकाल पूरा कर चुके हैं। डॉ. मोहन यादव ओबीसी वर्ग से मुख्यमंत्री और अनुसूचित जाति वर्ग से जगदीश देवड़ा व राजेंद्र शुक्ल उप मुख्यमंत्री हैं। यही वजह है कि भाजपा अब प्रदेश अध्यक्ष की कमान आदिवासी या महिला के हाथों में सौंप सकती है।	[723, 793, 917, 984]
section-banner-line2: प्रशासनिक	[711, 90, 863, 137]
reservation-col2: दिल्ली तक सक्रिय दिख रही है। ओबीसी आरक्षण को लेकर प्रदेश कांग्रेस अध्यक्ष जीतू पटवारी, प्रदेश प्रभारी हरीश चौधरी ने दिल्ली में केंद्रीय नेतृत्व से चर्चा की। संभावना है कि कांग्रेस 27 फीसदी ओबीसी आरक्षण के मुद्दे को लोकसभा या राज्यसभा में उठा सकती है। पार्टी के वरिष्ठ नेता ने बताया कि हाल ही में कांग्रेस पार्टी ने ओबीसी मामले को लेकर एक राष्ट्रीय स्तर की ओबीसी इकाई का गठन किया है। जिसमें देश भर से कांग्रेस के ओबीसी नेताओं को शामिल किया गया है। ओबीसी से जुड़े सभी मामलों को यह समिति देखेगी। इस कमेटी में मप्र से पूर्व केंद्रीय मंत्री अरुण यादव एवं पूर्व विधानसभा उपाध्यक्ष हिना कांवरे हैं।	[1233, 1143, 1513, 1259]
booth-col3: और कांग्रेस के सेक्टर की संख्या में वृद्धि हो जाएगी। बूथों की संख्या बढ़ने से राजनीतिक दलों को चुनाव में बूथ पर अधिक संख्या में पोलिंग एजेंट नियुक्त करना होगा। इससे पार्टियों का चुनावी खर्च भी बढ़ेगा। गौरतलब है	[382, 2222, 583, 2296]
lead-caption-body: पार्टी सूत्रों के मुताबिक, चुनावी दबाव नहीं होने के कारण संगठन नए प्रयोग के रूप में किसी महिला नेत्री को भी मौका दे सकता है। इसमें केंद्रीय राज्यमंत्री सावित्री ठाकुर, सीमा सिंह और संगठन नेता वानखेड़े के नाम चर्चा में हैं। देशभर में भाजपा के 37 राज्यों में से 19 राज्यों में प्रदेश अध्यक्षों का चुनाव हो चुका है। 10 जुलाई तक राष्ट्रीय अध्यक्ष के नाम की घोषणा की संभावना है। हाल ही में पार्टी ने 3 राज्यों के चुनाव अधिकारियों की घोषणा की है, जिससे संकेत मिल रहे हैं कि राष्ट्रीय नेतृत्व अब संगठनात्मक पुनर्गठन को लेकर गंभीरता से काम कर रहा है।	[528, 623, 910, 716]
booth-side-headline: मप्र में हो जाएंगे 72 हजार मतदान केंद्र	[811, 1981, 944, 2015]
fatafat-story3-body: भोपाल। स्कूल शिक्षा विभाग ने शासकीय स्कूलों में निःशुल्क साइकिल वितरण के संबंध में दिशा-निर्देश जारी किये हैं। दिशा-निर्देश में बताया गया है कि शैक्षणिक सत्र 2025-26 में ग्रामीण क्षेत्र में निवास करने वाले विद्यार्थी, जो कि शासकीय विद्यालय में कक्षा 6वीं और 9वीं में अध्ययनरत हैं तथा वे जिस ग्राम के निवासी हैं उस ग्राम में शासकीय माध्यमिक विद्यालय-हाई स्कूल संचालित नहीं है वे अध्ययन के लिये किसी अन्य ग्राम या शहर के शासकीय स्कूल में जाते हैं उन छात्रों को इस योजना का लाभ कक्षा 6वीं एवं 9वीं में प्रथम प्रवेश पर एक ही बार मिलेगा। इस कक्षाओं में पुनः प्रवेश लेने पर साइकिल की पात्रता नहीं होगी। ग्रामीण क्षेत्र में ऐसे विद्यार्थी जो शासकीय विद्यालय में कक्षा छठवीं एवं नौवीं में अध्ययनरत हैं उस गांव से उनके निवास की दूरी 2 किलोमीटर या अधिक होने पर ही साइकिल की पात्रता होगी।	[16, 842, 292, 1005]
sports-headline: अंतर्राष्ट्रीय खेल में भागीदारी बढ़ाना लक्ष्य	[16, 1385, 569, 1429]
masthead	[16, 24, 1519, 188]
sports-dateline: ● भोपाल, ईएमएस।	[16, 1437, 216, 1452]
folio-page-number: 03	[1486, 90, 1509, 109]
top-left-story	[172, 24, 628, 188]
ad-subject-4: 4. मार्केटिंग और	[1369, 1922, 1468, 1941]
